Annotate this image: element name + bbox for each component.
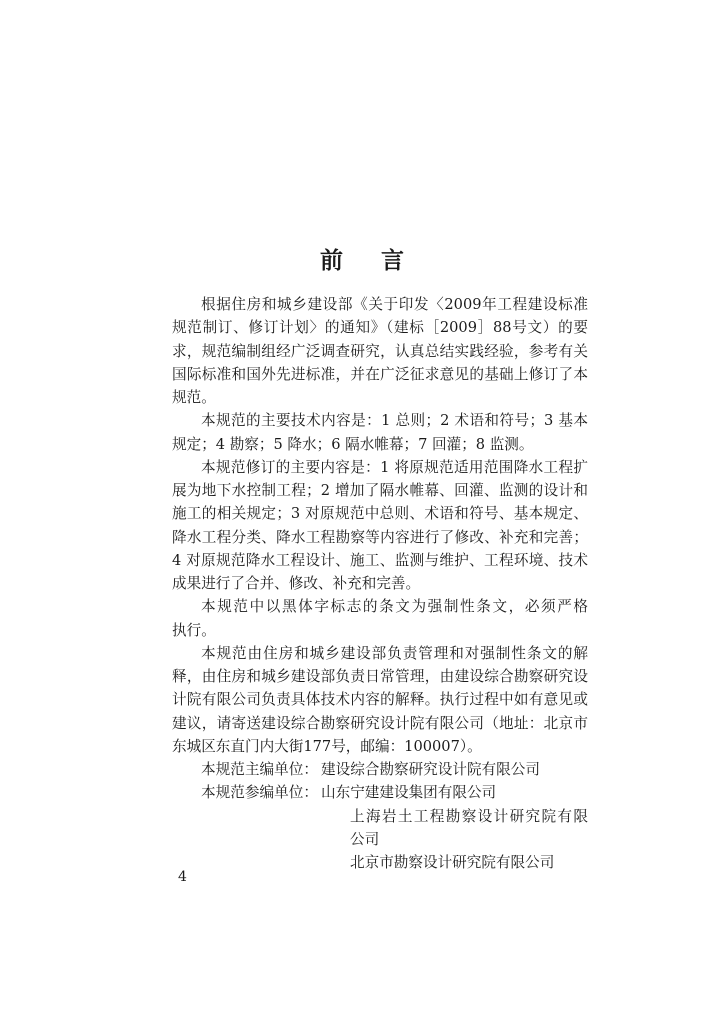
paragraph-line: 本规范中以黑体字标志的条文为强制性条文，必须严格 (201, 598, 588, 616)
participant-value: 山东宁建建设集团有限公司 (321, 784, 497, 802)
paragraph-line: 规定；4 勘察；5 降水；6 隔水帷幕；7 回灌；8 监测。 (172, 435, 534, 453)
paragraph-line: 释，由住房和城乡建设部负责日常管理，由建设综合勘察研究设 (172, 668, 588, 685)
participant-unit-line: 上海岩土工程勘察设计研究院有限 (350, 807, 588, 825)
paragraph-line: 求，规范编制组经广泛调查研究，认真总结实践经验，参考有关 (172, 342, 588, 360)
paragraph-line: 根据住房和城乡建设部《关于印发〈2009年工程建设标准 (201, 296, 588, 313)
paragraph-line: 规范制订、修订计划〉的通知》（建标［2009］88号文）的要 (172, 319, 588, 337)
chief-editor-value: 建设综合勘察研究设计院有限公司 (321, 761, 540, 778)
paragraph (172, 642, 588, 758)
participant-row (172, 781, 588, 804)
paragraph-line: 国际标准和国外先进标准，并在广泛征求意见的基础上修订了本 (172, 365, 588, 383)
participant-label: 本规范参编单位： (201, 784, 318, 802)
paragraph-line: 东城区东直门内大街177号，邮编：100007）。 (172, 737, 482, 755)
chief-editor-row (172, 758, 588, 781)
paragraph-line: 展为地下水控制工程；2 增加了隔水帷幕、回灌、监测的设计和 (172, 482, 588, 499)
paragraph (172, 409, 588, 456)
paragraphs (172, 293, 588, 758)
paragraph-line: 本规范由住房和城乡建设部负责管理和对强制性条文的解 (201, 644, 588, 662)
page-title: 前言 (320, 247, 442, 274)
paragraph (172, 456, 588, 596)
chief-editor-label: 本规范主编单位： (201, 761, 318, 778)
paragraph-line: 成果进行了合并、修改、补充和完善。 (172, 575, 421, 592)
participant-unit-line: 北京市勘察设计研究院有限公司 (350, 854, 555, 871)
participant-unit-line: 公司 (350, 830, 380, 848)
paragraph-line: 规范。 (172, 389, 216, 406)
participant-continuation (172, 805, 588, 875)
paragraph-line: 施工的相关规定；3 对原规范中总则、术语和符号、基本规定、 (172, 505, 588, 523)
paragraph-line: 执行。 (172, 621, 216, 639)
paragraph-line: 建议，请寄送建设综合勘察研究设计院有限公司（地址：北京市 (172, 714, 588, 732)
paragraph (172, 595, 588, 642)
page-number: 4 (178, 869, 187, 885)
paragraph-line: 本规范的主要技术内容是：1 总则；2 术语和符号；3 基本 (201, 412, 588, 430)
paragraph-line: 4 对原规范降水工程设计、施工、监测与维护、工程环境、技术 (172, 551, 588, 569)
credits-block (172, 758, 588, 874)
paragraph-line: 降水工程分类、降水工程勘察等内容进行了修改、补充和完善； (172, 528, 588, 546)
paragraph (172, 293, 588, 409)
paragraph-line: 计院有限公司负责具体技术内容的解释。执行过程中如有意见或 (172, 691, 588, 709)
body-text (172, 293, 588, 874)
paragraph-line: 本规范修订的主要内容是：1 将原规范适用范围降水工程扩 (201, 458, 588, 476)
